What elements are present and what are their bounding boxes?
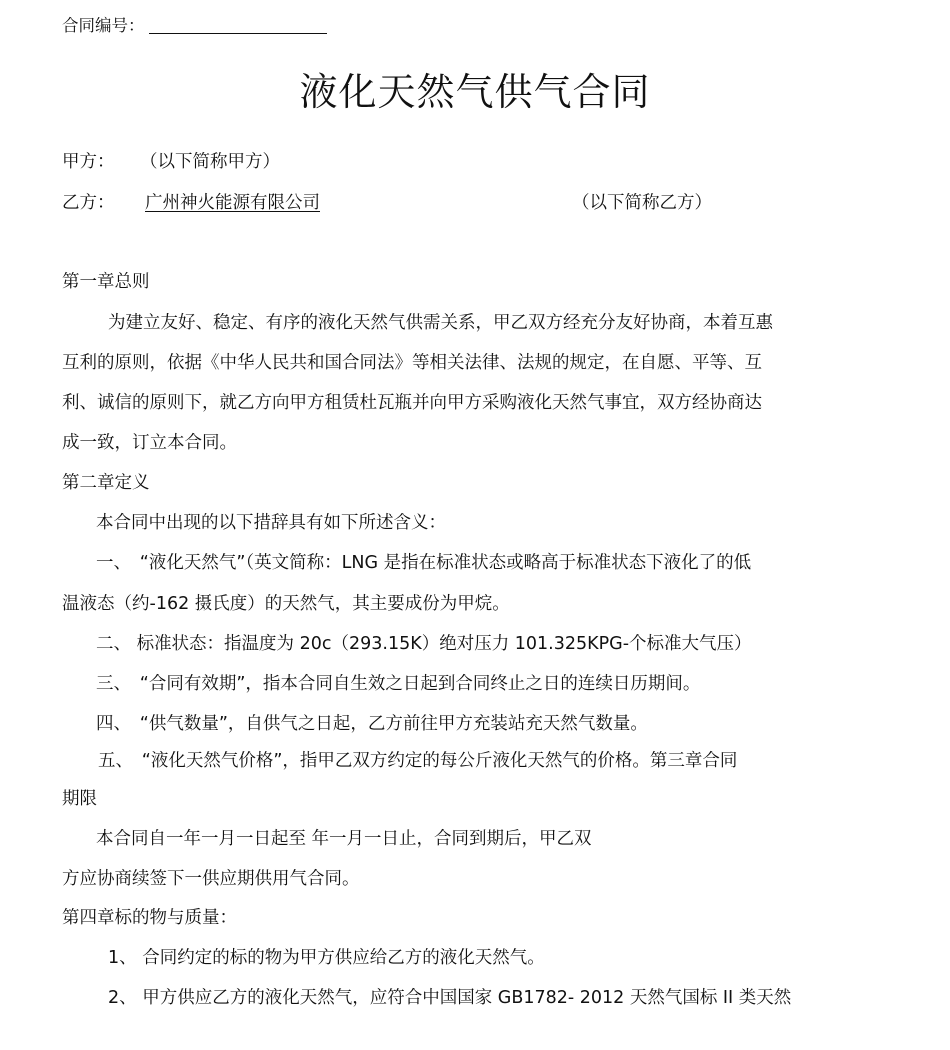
list-item: 2、 甲方供应乙方的液化天然气，应符合中国国家 GB1782- 2012 天然气国标 II 类天然 — [108, 988, 792, 1008]
paragraph-line: 本合同中出现的以下措辞具有如下所述含义： — [96, 513, 446, 533]
paragraph-line: 为建立友好、稳定、有序的液化天然气供需关系，甲乙双方经充分友好协商，本着互惠 — [108, 313, 773, 333]
paragraph-line: 方应协商续签下一供应期供用气合同。 — [62, 869, 360, 889]
definition-line: 二、 标准状态：指温度为 20c（293.15K）绝对压力 101.325KPG-个标准大气压） — [96, 634, 752, 654]
definition-line: 四、 “供气数量”，自供气之日起，乙方前往甲方充装站充天然气数量。 — [96, 714, 648, 734]
contract-number — [62, 14, 327, 38]
definition-line: 一、 “液化天然气”（英文简称：LNG 是指在标准状态或略高于标准状态下液化了的低 — [96, 553, 752, 573]
definition-line: 三、 “合同有效期”，指本合同自生效之日起到合同终止之日的连续日历期间。 — [96, 674, 701, 694]
party-b-label: 乙方： — [62, 193, 115, 213]
definition-line: 期限 — [62, 789, 97, 809]
contract-number-blank — [149, 15, 327, 34]
paragraph-line: 成一致，订立本合同。 — [62, 433, 237, 453]
chapter-heading: 第一章总则 — [62, 272, 150, 292]
document-title: 液化天然气供气合同 — [299, 70, 651, 114]
chapter-heading: 第四章标的物与质量： — [62, 908, 237, 928]
party-a-label: 甲方： — [62, 152, 115, 172]
list-item: 1、 合同约定的标的物为甲方供应给乙方的液化天然气。 — [108, 948, 545, 968]
paragraph-line: 本合同自一年一月一日起至 年一月一日止，合同到期后，甲乙双 — [96, 829, 592, 849]
paragraph-line: 利、诚信的原则下，就乙方向甲方租赁杜瓦瓶并向甲方采购液化天然气事宜，双方经协商达 — [62, 393, 762, 413]
paragraph-line: 互利的原则，依据《中华人民共和国合同法》等相关法律、法规的规定，在自愿、平等、互 — [62, 353, 762, 373]
contract-number-label: 合同编号： — [62, 16, 145, 35]
chapter-heading: 第二章定义 — [62, 473, 150, 493]
party-b-note: （以下简称乙方） — [572, 193, 712, 213]
party-b-name: 广州神火能源有限公司 — [145, 193, 320, 213]
definition-line: 温液态（约-162 摄氏度）的天然气，其主要成份为甲烷。 — [62, 594, 510, 614]
party-a-note: （以下简称甲方） — [140, 152, 280, 172]
definition-line: 五、 “液化天然气价格”，指甲乙双方约定的每公斤液化天然气的价格。第三章合同 — [98, 751, 738, 771]
